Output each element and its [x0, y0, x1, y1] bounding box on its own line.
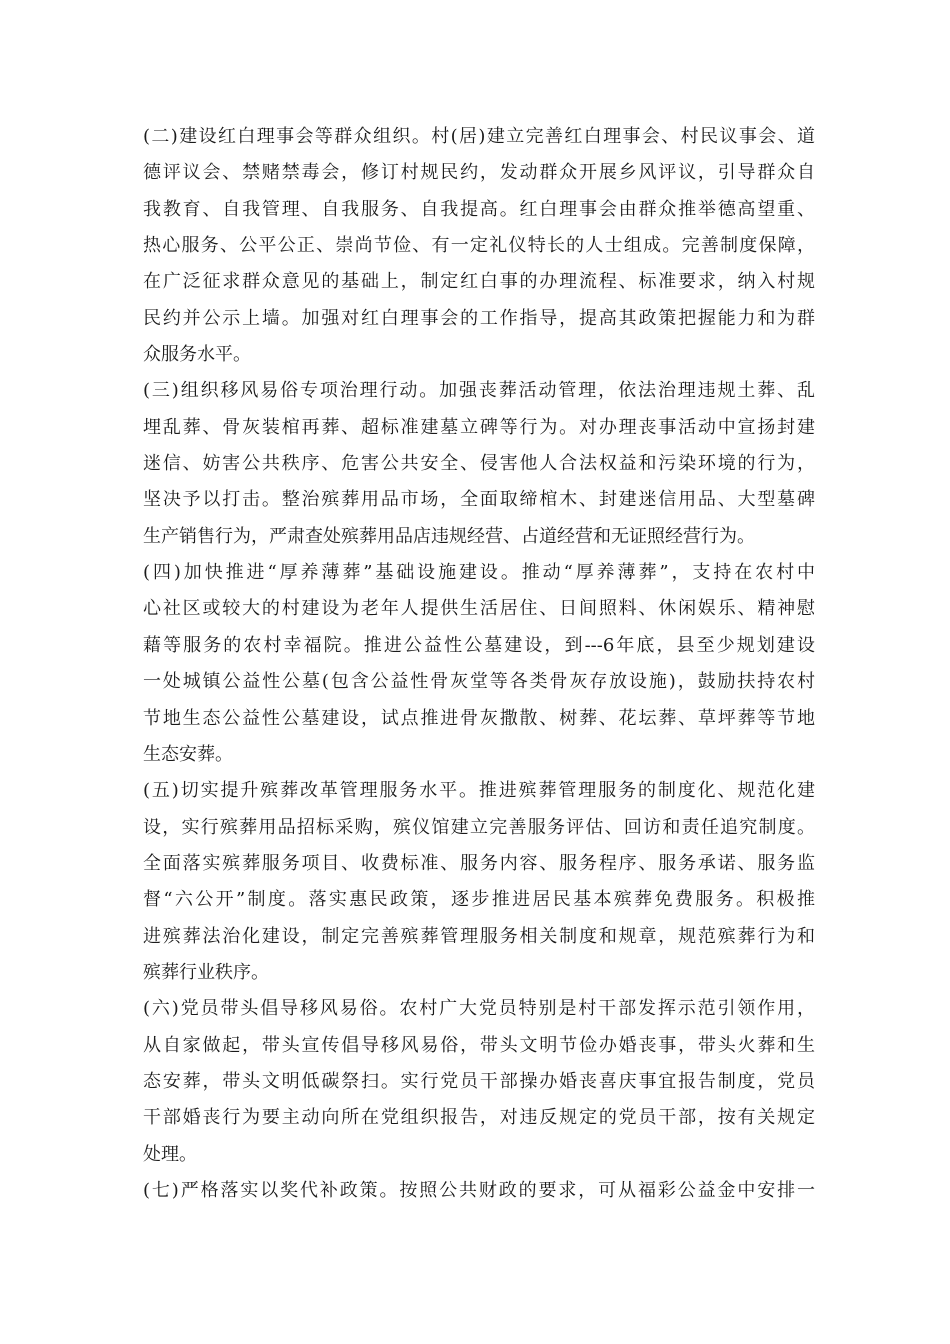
text-line: 我教育、自我管理、自我服务、自我提高。红白理事会由群众推举德高望重、 — [143, 198, 815, 220]
document-body — [143, 119, 815, 1209]
text-line: 心社区或较大的村建设为老年人提供生活居住、日间照料、休闲娱乐、精神慰 — [143, 598, 815, 620]
text-line: 藉等服务的农村幸福院。推进公益性公墓建设，到---6年底，县至少规划建设 — [143, 634, 815, 656]
text-line: (二)建设红白理事会等群众组织。村(居)建立完善红白理事会、村民议事会、道 — [143, 126, 815, 147]
text-line: (五)切实提升殡葬改革管理服务水平。推进殡葬管理服务的制度化、规范化建 — [143, 780, 815, 802]
text-line: 进殡葬法治化建设，制定完善殡葬管理服务相关制度和规章，规范殡葬行为和 — [143, 925, 815, 947]
text-line: 坚决予以打击。整治殡葬用品市场，全面取缔棺木、封建迷信用品、大型墓碑 — [143, 489, 815, 511]
text-line: 干部婚丧行为要主动向所在党组织报告，对违反规定的党员干部，按有关规定 — [143, 1107, 815, 1129]
text-line: 处理。 — [143, 1143, 197, 1165]
text-line: 态安葬，带头文明低碳祭扫。实行党员干部操办婚丧喜庆事宜报告制度，党员 — [143, 1070, 815, 1092]
text-line: 生产销售行为，严肃查处殡葬用品店违规经营、占道经营和无证照经营行为。 — [143, 525, 755, 547]
text-line: 迷信、妨害公共秩序、危害公共安全、侵害他人合法权益和污染环境的行为， — [143, 453, 815, 475]
text-line: 全面落实殡葬服务项目、收费标准、服务内容、服务程序、服务承诺、服务监 — [143, 852, 815, 874]
text-line: 埋乱葬、骨灰装棺再葬、超标准建墓立碑等行为。对办理丧事活动中宣扬封建 — [143, 416, 815, 438]
text-line: 德评议会、禁赌禁毒会，修订村规民约，发动群众开展乡风评议，引导群众自 — [143, 162, 815, 184]
text-line: 民约并公示上墙。加强对红白理事会的工作指导，提高其政策把握能力和为群 — [143, 307, 815, 329]
text-line: 众服务水平。 — [143, 344, 251, 366]
text-line: (七)严格落实以奖代补政策。按照公共财政的要求，可从福彩公益金中安排一 — [143, 1179, 815, 1201]
text-line: 设，实行殡葬用品招标采购，殡仪馆建立完善服务评估、回访和责任追究制度。 — [143, 816, 815, 838]
text-line: 从自家做起，带头宣传倡导移风易俗，带头文明节俭办婚丧事，带头火葬和生 — [143, 1034, 815, 1056]
text-line: (三)组织移风易俗专项治理行动。加强丧葬活动管理，依法治理违规土葬、乱 — [143, 380, 815, 402]
text-line: 督“六公开”制度。落实惠民政策，逐步推进居民基本殡葬免费服务。积极推 — [143, 889, 815, 911]
text-line: 一处城镇公益性公墓(包含公益性骨灰堂等各类骨灰存放设施)，鼓励扶持农村 — [143, 671, 815, 693]
text-line: (四)加快推进“厚养薄葬”基础设施建设。推动“厚养薄葬”，支持在农村中 — [143, 562, 815, 584]
text-line: (六)党员带头倡导移风易俗。农村广大党员特别是村干部发挥示范引领作用， — [143, 998, 815, 1020]
text-line: 节地生态公益性公墓建设，试点推进骨灰撒散、树葬、花坛葬、草坪葬等节地 — [143, 707, 815, 729]
text-line: 生态安葬。 — [143, 743, 233, 765]
text-line: 殡葬行业秩序。 — [143, 961, 269, 983]
text-line: 热心服务、公平公正、崇尚节俭、有一定礼仪特长的人士组成。完善制度保障， — [143, 235, 815, 257]
text-line: 在广泛征求群众意见的基础上，制定红白事的办理流程、标准要求，纳入村规 — [143, 271, 815, 293]
